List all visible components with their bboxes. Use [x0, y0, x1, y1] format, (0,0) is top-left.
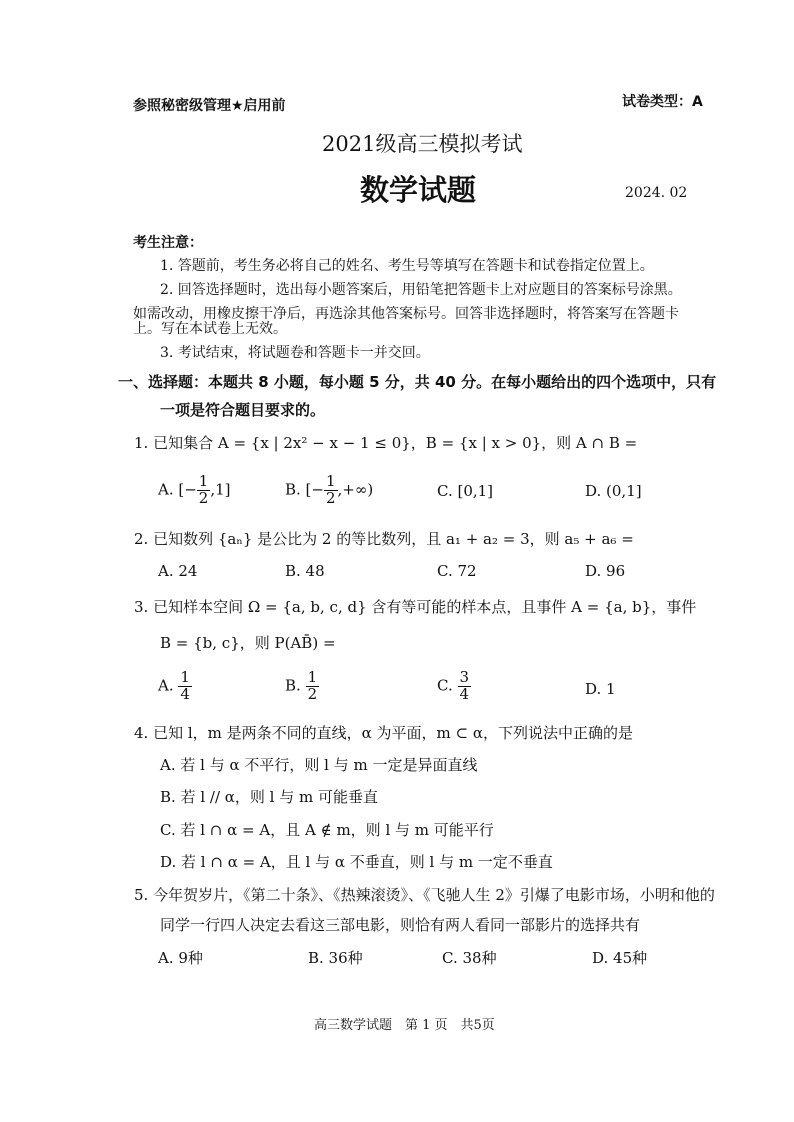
section-1-heading-line-2: 一项是符合题目要求的。 [160, 401, 326, 419]
question-3-option-d: D. 1 [585, 680, 616, 698]
notice-item-2-line-2: 如需改动，用橡皮擦干净后，再选涂其他答案标号。回答非选择题时，将答案写在答题卡 [133, 306, 679, 322]
question-5-stem-line-1: 5. 今年贺岁片，《第二十条》、《热辣滚烫》、《飞驰人生 2》引爆了电影市场，小明和他的 [134, 886, 715, 904]
notice-item-1: 1. 答题前，考生务必将自己的姓名、考生号等填写在答题卡和试卷指定位置上。 [160, 258, 654, 274]
question-2-option-c: C. 72 [437, 562, 477, 580]
exam-date: 2024. 02 [625, 185, 688, 201]
question-3-stem-line-1: 3. 已知样本空间 Ω = {a, b, c, d} 含有等可能的样本点，且事件 A = {a, b}，事件 [134, 598, 697, 616]
question-1-option-a: A. [− $\frac{1}{2}$ ,1] [158, 472, 231, 507]
page-footer: 高三数学试题 第 1 页 共5页 [314, 1018, 495, 1033]
question-1-option-d: D. (0,1] [585, 482, 642, 500]
question-2-option-a: A. 24 [158, 562, 198, 580]
question-3-stem-line-2: B = {b, c}，则 P(AB̄) = [160, 634, 336, 652]
question-2-option-b: B. 48 [285, 562, 325, 580]
question-3-option-a: A. $\frac{1}{4}$ [158, 668, 190, 703]
subject-title: 数学试题 [360, 173, 477, 207]
question-2-option-d: D. 96 [585, 562, 626, 580]
question-4-option-d: D. 若 l ∩ α = A，且 l 与 α 不垂直，则 l 与 m 一定不垂直 [160, 853, 553, 871]
question-2-stem: 2. 已知数列 {aₙ} 是公比为 2 的等比数列，且 a₁ + a₂ = 3，则 a₅ + a₆ = [134, 530, 634, 548]
section-1-heading: 一、选择题：本题共 8 小题，每小题 5 分，共 40 分。在每小题给出的四个选项中，只有 [118, 373, 717, 391]
question-3-option-b: B. $\frac{1}{2}$ [285, 668, 318, 703]
question-3-option-c: C. $\frac{3}{4}$ [437, 668, 470, 703]
question-5-option-a: A. 9种 [158, 949, 203, 967]
question-1-option-b: B. [− $\frac{1}{2}$ ,+∞) [285, 472, 374, 507]
question-4-option-b: B. 若 l // α，则 l 与 m 可能垂直 [160, 788, 378, 806]
question-1-option-c: C. [0,1] [437, 482, 494, 500]
question-1-stem: 1. 已知集合 A = {x | 2x² − x − 1 ≤ 0}，B = {x | x > 0}，则 A ∩ B = [134, 434, 638, 452]
secret-level-label: 参照秘密级管理★启用前 [133, 98, 286, 114]
paper-type-label: 试卷类型：A [622, 94, 703, 110]
question-4-option-c: C. 若 l ∩ α = A，且 A ∉ m，则 l 与 m 可能平行 [160, 821, 494, 839]
question-4-option-a: A. 若 l 与 α 不平行，则 l 与 m 一定是异面直线 [160, 756, 478, 774]
question-5-stem-line-2: 同学一行四人决定去看这三部电影，则恰有两人看同一部影片的选择共有 [160, 916, 641, 934]
question-5-option-b: B. 36种 [308, 949, 363, 967]
notice-title: 考生注意： [133, 235, 203, 251]
notice-item-2-line-3: 上。写在本试卷上无效。 [133, 321, 287, 337]
question-5-option-d: D. 45种 [592, 949, 648, 967]
notice-item-3: 3. 考试结束，将试题卷和答题卡一并交回。 [160, 345, 430, 361]
notice-item-2-line-1: 2. 回答选择题时，选出每小题答案后，用铅笔把答题卡上对应题目的答案标号涂黑。 [160, 282, 682, 298]
question-4-stem: 4. 已知 l，m 是两条不同的直线，α 为平面，m ⊂ α，下列说法中正确的是 [134, 724, 633, 742]
question-5-option-c: C. 38种 [442, 949, 497, 967]
exam-title: 2021级高三模拟考试 [322, 132, 523, 156]
